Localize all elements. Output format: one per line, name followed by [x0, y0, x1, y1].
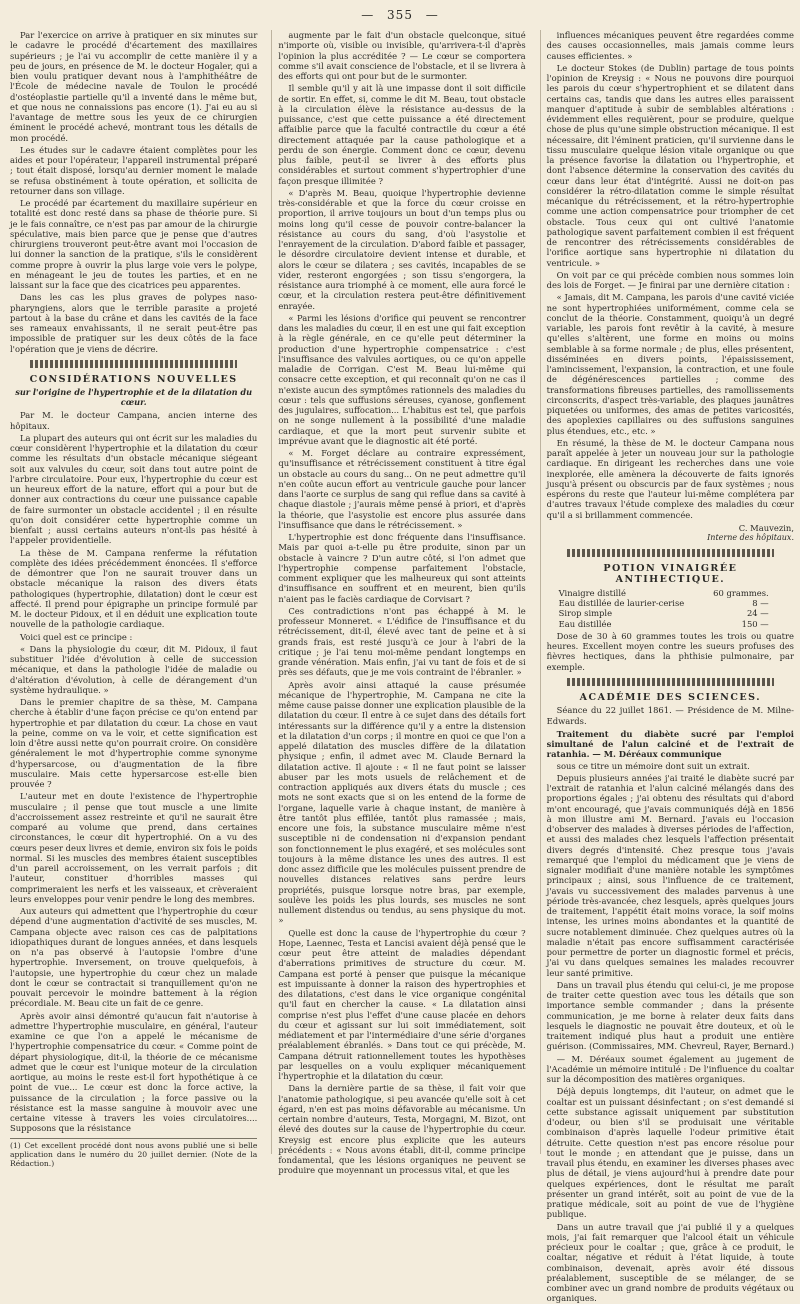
communication-title: Traitement du diabète sucré par l'emploi simultané de l'alun calciné et de l'extrait de ratanhia. — M. Déréaux communique: [546, 728, 794, 760]
paragraph: Par l'exercice on arrive à pratiquer en six minutes sur le cadavre le procédé d'écartement des maxillaires supérieurs ; je l'ai vu accomplir de cette manière il y a peu de jours, en présence de M. le docteur Hogaler, qui a bien voulu pratiquer devant nous à l'amphithéâtre de l'École de médecine navale de Toulon le procédé d'ostéoplastie partielle qu'il a inventé dans le même but, et que nous ne connaissions pas encore (1). J'ai eu au si l'avantage de mettre sous les yeux de ce chirurgien éminent le procédé achevé, montrant tous les détails de mon procédé.: [10, 30, 258, 143]
academy-title: ACADÉMIE DES SCIENCES.: [579, 691, 761, 703]
article-columns: [10, 30, 794, 1304]
paragraph: influences mécaniques peuvent être regardées comme des causes occasionnelles, mais jamais comme leurs causes efficientes. »: [546, 30, 794, 61]
recipe-row: Vinaigre distillé 60 grammes.: [558, 587, 769, 598]
recipe-row: Eau distillée 150 —: [558, 618, 769, 629]
paragraph: Dans un travail plus étendu qui celui-ci, je me propose de traiter cette question avec tous les détails que son importance semble commander ; dans la présente communication, je me borne à relater deux faits dans lesquels le diagnostic ne pouvait être douteux, et où le traitement indiqué plus haut a produit une entière guérison. (Commissaires, MM. Chevreul, Rayer, Bernard.): [546, 979, 794, 1052]
paragraph: Ces contradictions n'ont pas échappé à M. le professeur Monneret. « L'édifice de l'insuffisance et du rétrécissement, dit-il, élevé avec tant de peine et à si grands frais, est resté jusqu'à ce jour à l'abri de la critique ; je l'ai tenu moi-même pendant longtemps en grande vénération. Mais enfin, j'ai vu tant de fois et de si près ses défauts, que je me vois contraint de l'ébranler. »: [278, 605, 526, 678]
paragraph: Le procédé par écartement du maxillaire supérieur en totalité est donc resté dans sa phase de théorie pure. Si je le fais connaître, ce n'est pas par amour de la chirurgie spéculative, mais bien parce que je pense que d'autres chirurgiens trouveront peut-être avant moi l'occasion de lui donner la sanction de la pratique, s'ils le considèrent comme propre à ouvrir la plus large voie vers le polype, en ménageant le jeu de toutes les parties, et en ne laissant sur la face que des cicatrices peu apparentes.: [10, 198, 258, 290]
page-number: — 355 —: [361, 8, 439, 22]
paragraph: augmente par le fait d'un obstacle quelconque, situé n'importe où, visible ou invisible, qu'arrivera-t-il d'après l'opinion la plus accréditée ? — Le cœur se comportera comme s'il avait conscience de l'obstacle, et il se livrera à des efforts qui ont pour but de le surmonter.: [278, 30, 526, 81]
paragraph: « Jamais, dit M. Campana, les parois d'une cavité viciée ne sont hypertrophiées uniformément, comme cela se conclut de la théorie. Constamment, quoiqu'à un degré variable, les parois font revêtir à la cavité, à mesure qu'elles s'altèrent, une forme en moins ou moins semblable à sa forme normale ; de plus, elles présentent, disséminées en divers points, l'épaississement, l'amincissement, l'expansion, la contraction, et une foule de dégénérescences partielles ; comme des transformations fibreuses partielles, des ramollissements circonscrits, d'aspect très-variable, des plaques jaunâtres piquetées ou uniformes, des amas de petites varicosités, des apoplexies capillaires ou des suffusions sanguines plus étendues, etc., etc. »: [546, 292, 794, 436]
paragraph: Dans le premier chapitre de sa thèse, M. Campana cherche à établir d'une façon précise ce qu'on entend par hypertrophie et par dilatation du cœur. La chose en vaut la peine, comme on va le voir, et cette signification est loin d'être aussi nette qu'on pourrait croire. On considère généralement le mot d'hypertrophie comme synonyme d'hypersarcose, ou d'augmentation de la fibre musculaire. Mais cette hypersarcose est-elle bien prouvée ?: [10, 697, 258, 790]
column-2: [271, 30, 526, 1176]
paragraph: Après avoir ainsi attaqué la cause présumée mécanique de l'hypertrophie, M. Campana ne cite la même cause paisse donner une explication plausible de la dilatation du cœur. Il entre à ce sujet dans des détails fort intéressants sur la différence qu'il y a entre la distension et la dilatation d'un corps ; il montre en quoi ce que l'on a appelé dilatation des muscles diffère de la dilatation physique ; enfin, il admet avec M. Claude Bernard la dilatation active. Il ajoute : « Il ne faut point se laisser abuser par les mots usuels de relâchement et de contraction appliqués aux divers états du muscle ; ces mots ne sont exacts que si on les entend de la forme de l'organe, laquelle varie à chaque instant, de manière à être tantôt plus effilée, tantôt plus ramassée ; mais, encore une fois, la substance musculaire même n'est susceptible ni de condensation ni d'expansion pendant son fonctionnement le plus exagéré, et ses molécules sont toujours à la même distance les unes des autres. Il est donc assez difficile que les molécules puissent prendre de nouvelles distances relatives sans perdre leurs propriétés, puisque lorsque notre bras, par exemple, soulève les poids les plus lourds, ses muscles ne sont nullement distendus ou tendus, au sens physique du mot. »: [278, 679, 526, 926]
recipe-row: Sirop simple 24 —: [558, 608, 769, 619]
paragraph: « Parmi les lésions d'orifice qui peuvent se rencontrer dans les maladies du cœur, il en est une qui fait exception à la règle générale, en ce qu'elle peut déterminer la production d'une hypertrophie compensatrice : c'est l'insuffisance des valvules aortiques, ou ce qu'on appelle maladie de Corrigan. C'est M. Beau lui-même qui consacre cette exception, et qui reconnaît qu'on ne cas il n'existe aucun des symptômes rationnels des maladies du cœur : tels que suffusions séreuses, cyanose, gonflement des jugulaires, suffocation... L'habitus est tel, que parfois on ne songe nullement à la possibilité d'une maladie cardiaque, et que la mort peut survenir subite et imprévue avant que le diagnostic ait été porté.: [278, 312, 526, 446]
paragraph: Il semble qu'il y ait là une impasse dont il soit difficile de sortir. En effet, si, comme le dit M. Beau, tout obstacle à la circulation élève la résistance au-dessus de la puissance, c'est que cette puissance a été directement affaiblie parce que la faculté contractile du cœur a été directement attaquée par la cause pathologique et a perdu de son énergie. Comment donc ce cœur, devenu plus faible, peut-il se livrer à des efforts plus considérables et surtout comment s'hypertrophier d'une façon presque illimitée ?: [278, 83, 526, 186]
paragraph: Le docteur Stokes (de Dublin) partage de tous points l'opinion de Kreysig : « Nous ne pouvons dire pourquoi les parois du cœur s'hypertrophient et se dilatent dans certains cas, tandis que dans les autres elles paraissent manquer d'aptitude à subir de semblables altérations : évidemment elles requièrent, pour se produire, quelque chose de plus qu'une simple obstruction mécanique. Il est nécessaire, dit l'éminent praticien, qu'il survienne dans le tissu musculaire quelque lésion vitale organique ou que la présence favorise la dilatation ou l'hypertrophie, et dont l'absence détermine la conservation des cavités du cœur dans leur état d'intégrité. Aussi ne doit-on pas considérer la rétro-dilatation comme le simple résultat mécanique du rétrécissement, et la rétro-hypertrophie comme une action compensatrice pour triompher de cet obstacle. Tous ceux qui ont cultivé l'anatomie pathologique savent parfaitement combien il est fréquent de rencontrer des rétrécissements considérables de l'orifice aortique sans hypertrophie ni dilatation du ventricule. »: [546, 62, 794, 268]
footnote: (1) Cet excellent procédé dont nous avons publié une si belle application dans le numéro du 20 juillet dernier. (Note de la Rédaction.): [10, 1138, 257, 1169]
paragraph: Voici quel est ce principe :: [20, 631, 133, 642]
ornamental-divider: [30, 360, 237, 368]
ornamental-divider: [567, 549, 774, 557]
ornamental-divider: [567, 678, 774, 686]
author-line: Par M. le docteur Campana, ancien interne des hôpitaux.: [10, 410, 258, 431]
paragraph: L'auteur met en doute l'existence de l'hypertrophie musculaire ; il pense que tout muscle a une limite d'accroissement assez restreinte et qu'il ne saurait être comparé au volume que prend, dans certaines circonstances, le cœur dit hypertrophié. On a vu des cœurs peser deux livres et demie, environ six fois le poids normal. Si les muscles des membres étaient susceptibles d'un pareil accroissement, on les verrait parfois ; dit l'auteur, constituer d'horribles masses qui comprimeraient les nerfs et les vaisseaux, et crèveraient leurs enveloppes pour venir pendre le long des membres.: [10, 791, 258, 904]
recipe-row: Eau distillée de laurier-cerise 8 —: [558, 598, 769, 609]
paragraph: L'hypertrophie est donc fréquente dans l'insuffisance. Mais par quoi a-t-elle pu être produite, sinon par un obstacle à vaincre ? D'un autre côté, si l'on admet que l'hypertrophie compense parfaitement l'obstacle, comment expliquer que les malheureux qui sont atteints d'insuffisance en souffrent et en meurent, bien qu'ils n'aient pas le faciès cardiaque de Corvisart ?: [278, 532, 526, 604]
paragraph: Depuis plusieurs années j'ai traité le diabète sucré par l'extrait de ratanhia et l'alun calciné mélangés dans des proportions égales ; j'ai obtenu des résultats qui d'abord m'ont encouragé, que j'avais communiqués déjà en 1856 à mon illustre ami M. Bernard. J'avais eu l'occasion d'observer des malades à diverses périodes de l'affection, et aussi des malades chez lesquels l'affection présentait divers degrés d'intensité. Chez presque tous j'avais remarqué que l'emploi du médicament que je viens de signaler modifiait d'une manière notable les symptômes principaux ; ainsi, sous l'influence de ce traitement, j'avais vu successivement des malades parvenus à une période très-avancée, chez lesquels, après quelques jours de traitement, l'appétit était moins vorace, la soif moins intense, les urines moins abondantes et la quantité de sucre notablement diminuée. Chez quelques autres où la maladie n'était pas encore suffisamment caractérisée pour permettre de porter un diagnostic formel et précis, j'ai vu dans quelques semaines les malades recouvrer leur santé primitive.: [546, 772, 794, 978]
section-title: CONSIDÉRATIONS NOUVELLES: [29, 373, 238, 385]
signature: C. Mauvezin,: [738, 522, 794, 533]
paragraph: Quelle est donc la cause de l'hypertrophie du cœur ? Hope, Laennec, Testa et Lancisi avaient déjà pensé que le cœur peut être atteint de maladies dépendant d'aberrations primitives de structure du cœur. M. Campana est porté à penser que puisque la mécanique est impuissante à donner la raison des hypertrophies et des dilatations, c'est dans le vice organique congénital qu'il faut en chercher la cause. « La dilatation ainsi comprise n'est plus l'effet d'une cause placée en dehors du cœur et agissant sur lui soit immédiatement, soit médiatement et par l'intermédiaire d'une série d'organes préalablement ébranlés. » Dans tout ce qui précède, M. Campana détruit rationnellement toutes les hypothèses par lesquelles on a voulu expliquer mécaniquement l'hypertrophie et la dilatation du cœur.: [278, 927, 526, 1081]
paragraph: Dans un autre travail que j'ai publié il y a quelques mois, j'ai fait remarquer que l'alcool était un véhicule précieux pour le coaltar ; que, grâce à ce produit, le coaltar, négative et réduit à l'état liquide, à toute combinaison, devenait, après avoir été dissous préalablement, susceptible de se mélanger, de se combiner avec un grand nombre de produits végétaux ou organiques.: [546, 1221, 794, 1304]
session-line: Séance du 22 juillet 1861. — Présidence de M. Milne-Edwards.: [546, 705, 794, 726]
paragraph: sous ce titre un mémoire dont suit un extrait.: [556, 760, 750, 771]
recipe-title: POTION VINAIGRÉE ANTIHECTIQUE.: [603, 562, 738, 586]
recipe-list: [559, 588, 794, 629]
paragraph: « M. Forget déclare au contraire expressément, qu'insuffisance et rétrécissement constituent à titre égal un obstacle au cours du sang... On ne peut admettre qu'il n'en coûte aucun effort au ventricule gauche pour lancer dans l'aorte ce surplus de sang qui reflue dans sa cavité à chaque diastole ; j'aurais même pensé à priori, et d'après la théorie, que l'asystolie est encore plus assurée dans l'insuffisance que dans le rétrécissement. »: [278, 448, 526, 530]
paragraph: Dans les cas les plus graves de polypes naso-pharyngiens, alors que le terrible parasite a projeté partout à la base du crâne et dans les cavités de la face ses rameaux envahissants, il ne serait peut-être pas impossible de pratiquer sur les deux côtés de la face l'opération que je viens de décrire.: [10, 292, 258, 354]
paragraph: « Dans la physiologie du cœur, dit M. Pidoux, il faut substituer l'idée d'évolution à celle de succession mécanique, et dans la pathologie l'idée de maladie ou d'altération d'évolution, à celle de dérangement d'un système hydraulique. »: [10, 643, 258, 695]
paragraph: En résumé, la thèse de M. le docteur Campana nous paraît appelée à jeter un nouveau jour sur la pathologie cardiaque. En dirigeant les recherches dans une voie inexplorée, elle amènera la découverte de faits ignorés jusqu'à présent ou obscurcis par de faux systèmes ; nous espérons du reste que l'auteur lui-même complétera par d'autres travaux l'étude complexe des maladies du cœur qu'il a si brillamment commencée.: [546, 437, 794, 520]
column-3: [540, 30, 794, 1304]
section-subtitle: sur l'origine de l'hypertrophie et de la dilatation du cœur.: [15, 387, 253, 408]
signature-role: Interne des hôpitaux.: [707, 533, 794, 542]
paragraph: Les études sur le cadavre étaient complètes pour les aides et pour l'opérateur, l'appareil instrumental préparé ; tout était disposé, lorsqu'au dernier moment le malade se refusa obstinément à toute opération, et sollicita de retourner dans son village.: [10, 144, 258, 196]
paragraph: La plupart des auteurs qui ont écrit sur les maladies du cœur considèrent l'hypertrophie et la dilatation du cœur comme les résultats d'un obstacle mécanique siégeant soit aux valvules du cœur, soit dans tout autre point de l'arbre circulatoire. Pour eux, l'hypertrophie du cœur est un heureux effort de la nature, effort qui a pour but de donner aux contractions du cœur une puissance capable de faire surmonter un obstacle accidentel ; il en résulte qu'on doit considérer cette hypertrophie comme un bienfait ; aussi certains auteurs n'ont-ils pas hésité à l'appeler providentielle.: [10, 432, 258, 546]
paragraph: On voit par ce qui précède combien nous sommes loin des lois de Forget. — Je finirai par une dernière citation :: [546, 269, 794, 290]
column-1: [10, 30, 258, 1169]
paragraph: « D'après M. Beau, quoique l'hypertrophie devienne très-considérable et que la force du cœur croisse en proportion, il arrive toujours un bout d'un temps plus ou moins long qu'il cesse de pouvoir contre-balancer la résistance au cours du sang, d'où l'asystolie et l'enrayement de la circulation. D'abord faible et passager, le désordre circulatoire devient intense et durable, et alors le cœur se dilatera ; ses cavités, incapables de se vider, resteront engorgées ; son tissu s'engorgera, la résistance aura triomphé à ce moment, elle aura forcé le cœur, et la circulation restera peut-être définitivement enrayée.: [278, 187, 526, 311]
paragraph: Après avoir ainsi démontré qu'aucun fait n'autorise à admettre l'hypertrophie musculaire, en général, l'auteur examine ce que l'on a appelé le mécanisme de l'hypertrophie compensatrice du cœur. « Comme point de départ physiologique, dit-il, la théorie de ce mécanisme admet que le cœur est l'unique moteur de la circulation aortique, au moins le reste est-il fort hypothétique à ce point de vue... Le cœur est donc la force active, la puissance de la circulation ; la force passive ou la résistance est la masse sanguine à mouvoir avec une certaine vitesse à travers les voies circulatoires.... Supposons que la résistance: [10, 1010, 258, 1134]
paragraph: La thèse de M. Campana renferme la réfutation complète des idées précédemment énoncées. Il s'efforce de démontrer que l'on ne saurait trouver dans un obstacle mécanique la raison des divers états pathologiques (hypertrophie, dilatation) dont le cœur est affecté. Il prend pour épigraphe un principe formulé par M. le docteur Pidoux, et il en déduit une explication toute nouvelle de la pathologie cardiaque.: [10, 547, 258, 630]
paragraph: Déjà depuis longtemps, dit l'auteur, on admet que le coaltar est un puissant désinfectant ; on s'est demandé si cette substance agissait uniquement par substitution d'odeur, ou bien s'il se produisait une véritable combinaison d'après laquelle l'odeur primitive était détruite. Cette question n'est pas encore résolue pour tout le monde ; en attendant que je puisse, dans un travail plus étendu, en examiner les diverses phases avec plus de détail, je viens aujourd'hui à prendre date pour quelques expériences, dont le résultat me paraît présenter un grand intérêt, soit au point de vue de la pratique médicale, soit au point de vue de l'hygiène publique.: [546, 1086, 794, 1220]
paragraph: Aux auteurs qui admettent que l'hypertrophie du cœur dépend d'une augmentation d'activité de ses muscles, M. Campana objecte avec raison ces cas de palpitations idiopathiques durant de longues années, et dans lesquels on n'a pas observé à l'autopsie l'ombre d'une hypertrophie. Inversement, on trouve quelquefois, à l'autopsie, une hypertrophie du cœur chez un malade dont le cœur se contractait si tranquillement qu'on ne pouvait percevoir le moindre battement à la région précordiale. M. Beau cite un fait de ce genre.: [10, 906, 258, 1009]
paragraph: Dans la dernière partie de sa thèse, il fait voir que l'anatomie pathologique, si peu avancée qu'elle soit à cet égard, n'en est pas moins défavorable au mécanisme. Un certain nombre d'auteurs, Testa, Morgagni, M. Bizot, ont élevé des doutes sur la cause de l'hypertrophie du cœur. Kreysig est encore plus explicite que les auteurs précédents : « Nous avons établi, dit-il, comme principe fondamental, que les lésions organiques ne peuvent se produire que moyennant un processus vital, et que les: [278, 1083, 526, 1176]
recipe-note: Dose de 30 à 60 grammes toutes les trois ou quatre heures. Excellent moyen contre les sueurs profuses des fièvres hectiques, dans la phthisie pulmonaire, par exemple.: [546, 630, 794, 672]
paragraph: — M. Déréaux soumet également au jugement de l'Académie un mémoire intitulé : De l'influence du coaltar sur la décomposition des matières organiques.: [546, 1053, 794, 1085]
